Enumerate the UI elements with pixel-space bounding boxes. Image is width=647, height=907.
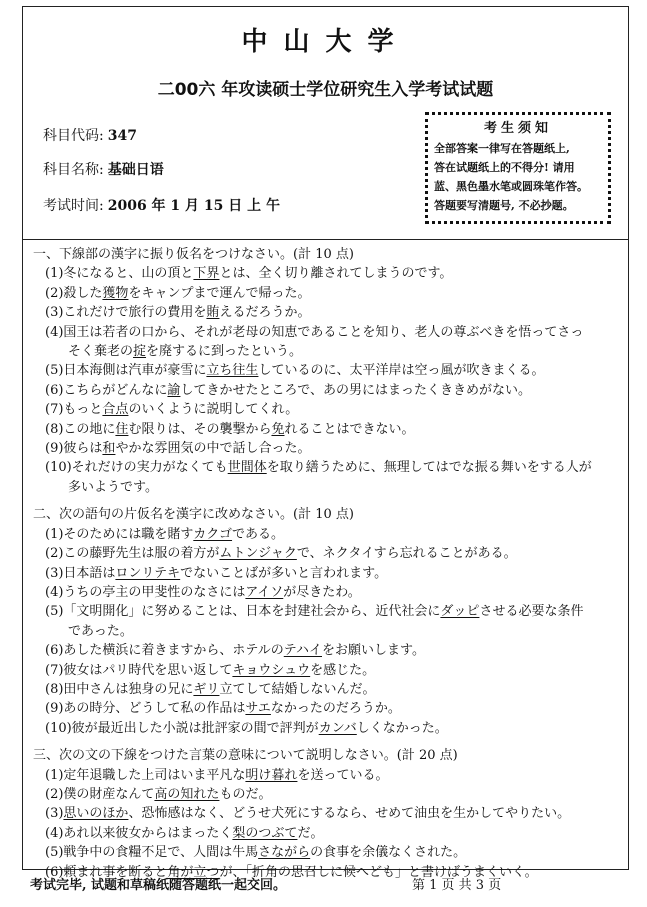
page-number: 第 1 页 共 3 页 [412, 878, 502, 893]
question-text: が、「折角の思召しに候へども」と書けばうまくいく。 [219, 864, 538, 880]
question-text: をキャンプまで運んで帰った。 [128, 285, 311, 301]
underlined-term: ロンリテキ [115, 565, 181, 581]
question-text: (3)日本語は [45, 565, 116, 581]
question-text: (3) [45, 806, 64, 822]
section-heading: 二、次の語句の片仮名を漢字に改めなさい。(計 10 点) [33, 507, 354, 523]
question-text: (9)あの時分、どうして私の作品は [45, 701, 246, 717]
underlined-term: ギリ [193, 681, 220, 697]
question-item [33, 699, 621, 718]
underlined-term: 下界 [193, 266, 220, 282]
question-text: をお願いします。 [322, 643, 425, 659]
exam-time-line [43, 195, 280, 215]
exam-time-label: 考试时间: [43, 198, 104, 214]
candidate-notice-box [425, 112, 611, 224]
question-text: (7)彼女はパリ時代を思い返して [45, 662, 233, 678]
question-text: (8)この地に [45, 421, 116, 437]
underlined-term: テハイ [283, 643, 322, 659]
question-item [33, 661, 621, 680]
underlined-term: 立ち往生 [206, 363, 259, 379]
question-text: (9)彼らは [45, 441, 103, 457]
subject-name-line [43, 159, 164, 179]
underlined-term: 梨のつぶて [232, 825, 298, 841]
question-text: が尽きたわ。 [283, 584, 361, 600]
question-item [33, 400, 621, 419]
notice-title: 考生须知 [483, 121, 552, 136]
question-item [33, 641, 621, 660]
underlined-term: ダッピ [440, 604, 480, 620]
question-item [33, 602, 621, 621]
section-heading: 一、下線部の漢字に振り仮名をつけなさい。(計 10 点) [33, 247, 354, 262]
question-text: (4)あれ以来彼女からはまったく [45, 825, 233, 841]
underlined-term: 世間体 [227, 460, 267, 476]
question-text: なかったのだろうか。 [270, 701, 401, 717]
question-section [33, 746, 621, 882]
underlined-term: ムトンジャク [219, 546, 297, 562]
question-text: とは、全く切り離されてしまうのです。 [219, 266, 453, 282]
question-item [33, 622, 621, 641]
question-text: 立てして結婚しないんだ。 [219, 681, 376, 697]
question-text: 、恐怖感はなく、どうせ犬死にするなら、せめて油虫を生かしてやりたい。 [128, 806, 571, 822]
underlined-term: 免 [271, 421, 285, 437]
underlined-term: 和 [102, 441, 116, 457]
question-text: を廃するに到ったという。 [146, 344, 303, 360]
notice-line: 答在试题纸上的不得分! 请用 [434, 161, 575, 174]
exam-title: 二00六 年攻读硕士学位研究生入学考试试题 [157, 80, 494, 100]
underlined-term: 諭 [167, 382, 181, 398]
question-item [33, 583, 621, 602]
question-content [33, 245, 621, 890]
question-text: (6)あした横浜に着きますから、ホテルの [45, 643, 284, 659]
question-text: (2)この藤野先生は服の着方が [45, 546, 220, 562]
question-item [33, 766, 621, 785]
question-text: だ。 [297, 825, 324, 841]
question-text: (8)田中さんは独身の兄に [45, 681, 194, 697]
underlined-term: 高の知れた [154, 786, 220, 802]
question-text: を感じた。 [310, 662, 376, 678]
underlined-term: 住 [115, 421, 129, 437]
question-item [33, 303, 621, 322]
question-text: で、ネクタイすら忘れることがある。 [296, 546, 517, 562]
subject-code: 347 [107, 128, 137, 144]
underlined-term: 思いのほか [63, 806, 129, 822]
question-text: (1)そのためには職を賭す [45, 526, 194, 542]
exam-time: 2006 年 1 月 15 日 上 午 [107, 198, 281, 214]
question-text: ものだ。 [219, 786, 272, 802]
underlined-term: 獲物 [102, 285, 129, 301]
underlined-term: さながら [258, 845, 311, 861]
question-text: (3)これだけで旅行の費用を [45, 305, 207, 321]
question-text: (6)頼まれ事を断ると [45, 864, 168, 880]
underlined-term: 明け暮れ [245, 767, 298, 783]
question-text: の食事を余儀なくされた。 [310, 845, 467, 861]
question-text: (1)冬になると、山の頂と [45, 266, 194, 282]
question-text: (10)それだけの実力がなくても [45, 460, 228, 476]
question-item [33, 284, 621, 303]
underlined-term: キョウシュウ [232, 662, 311, 678]
question-item [33, 458, 621, 477]
question-text: (4)国王は若者の口から、それが老母の知恵であることを知り、老人の尊ぶべきを悟ってさっ [45, 324, 584, 340]
question-text: を取り繕うために、無理してはでな振る舞いをする人が [266, 460, 592, 476]
question-item [33, 361, 621, 380]
question-item [33, 804, 621, 823]
question-text: (5)日本海側は汽車が豪雪に [45, 363, 207, 379]
question-text: えるだろうか。 [219, 305, 311, 321]
header-divider [23, 239, 628, 240]
question-item [33, 420, 621, 439]
question-item [33, 439, 621, 458]
exam-sheet [22, 6, 629, 880]
subject-code-line [43, 125, 137, 145]
question-item [33, 381, 621, 400]
question-text: (7)もっと [45, 402, 103, 418]
question-text: 多いようです。 [68, 479, 158, 495]
question-item [33, 719, 621, 738]
question-item [33, 478, 621, 497]
underlined-term: アイソ [245, 584, 284, 600]
notice-line: 答题要写清题号, 不必抄题。 [434, 199, 574, 212]
footer-note: 考试完毕, 试题和草稿纸随答题纸一起交回。 [30, 878, 287, 893]
question-text: (10)彼が最近出した小説は批評家の間で評判が [45, 720, 319, 736]
subject-name-label: 科目名称: [43, 162, 104, 178]
page-footer [30, 874, 620, 893]
notice-line: 蓝、黑色墨水笔或圆珠笔作答。 [434, 180, 588, 193]
question-text: のいくように説明してくれ。 [128, 402, 299, 418]
question-item [33, 342, 621, 361]
question-text: である。 [232, 526, 285, 542]
question-text: (2)僕の財産なんて [45, 786, 155, 802]
question-text: れることはできない。 [284, 421, 415, 437]
question-text: (1)定年退職した上司はいま平凡な [45, 767, 246, 783]
question-text: む限りは、その襲撃から [128, 421, 272, 437]
question-item [33, 843, 621, 862]
underlined-term: カンバ [318, 720, 357, 736]
question-text: でないことばが多いと言われます。 [180, 565, 388, 581]
underlined-term: 角が立つ [167, 864, 220, 880]
question-text: を送っている。 [297, 767, 389, 783]
underlined-term: 掟 [133, 344, 147, 360]
underlined-term: 賄 [206, 305, 220, 321]
question-item [33, 544, 621, 563]
question-text: (5)戦争中の食糧不足で、人間は牛馬 [45, 845, 259, 861]
question-text: しているのに、太平洋岸は空っ風が吹きまくる。 [258, 363, 545, 379]
question-item [33, 824, 621, 843]
notice-line: 全部答案一律写在答题纸上, [434, 142, 570, 155]
question-text: してきかせたところで、あの男にはまったくききめがない。 [180, 382, 532, 398]
question-item [33, 323, 621, 342]
question-item [33, 680, 621, 699]
question-text: (5)「文明開化」に努めることは、日本を封建社会から、近代社会に [45, 604, 441, 620]
question-item [33, 264, 621, 283]
underlined-term: 合点 [102, 402, 129, 418]
question-text: であった。 [68, 623, 133, 639]
question-text: (4)うちの亭主の甲斐性のなさには [45, 584, 246, 600]
underlined-term: カクゴ [193, 526, 233, 542]
question-text: (6)こちらがどんなに [45, 382, 168, 398]
question-text: (2)殺した [45, 285, 103, 301]
subject-code-label: 科目代码: [43, 128, 104, 144]
question-text: やかな雰囲気の中で話し合った。 [115, 441, 311, 457]
subject-name: 基础日语 [107, 162, 164, 178]
question-text: させる必要な条件 [479, 604, 584, 620]
question-item [33, 564, 621, 583]
section-heading: 三、次の文の下線をつけた言葉の意味について説明しなさい。(計 20 点) [33, 748, 458, 764]
question-section [33, 505, 621, 738]
question-text: そく棄老の [68, 344, 134, 360]
underlined-term: サエ [245, 701, 271, 717]
question-text: しくなかった。 [356, 720, 448, 736]
question-section [33, 245, 621, 497]
question-item [33, 525, 621, 544]
school-name: 中山大学 [241, 27, 410, 57]
question-item [33, 785, 621, 804]
